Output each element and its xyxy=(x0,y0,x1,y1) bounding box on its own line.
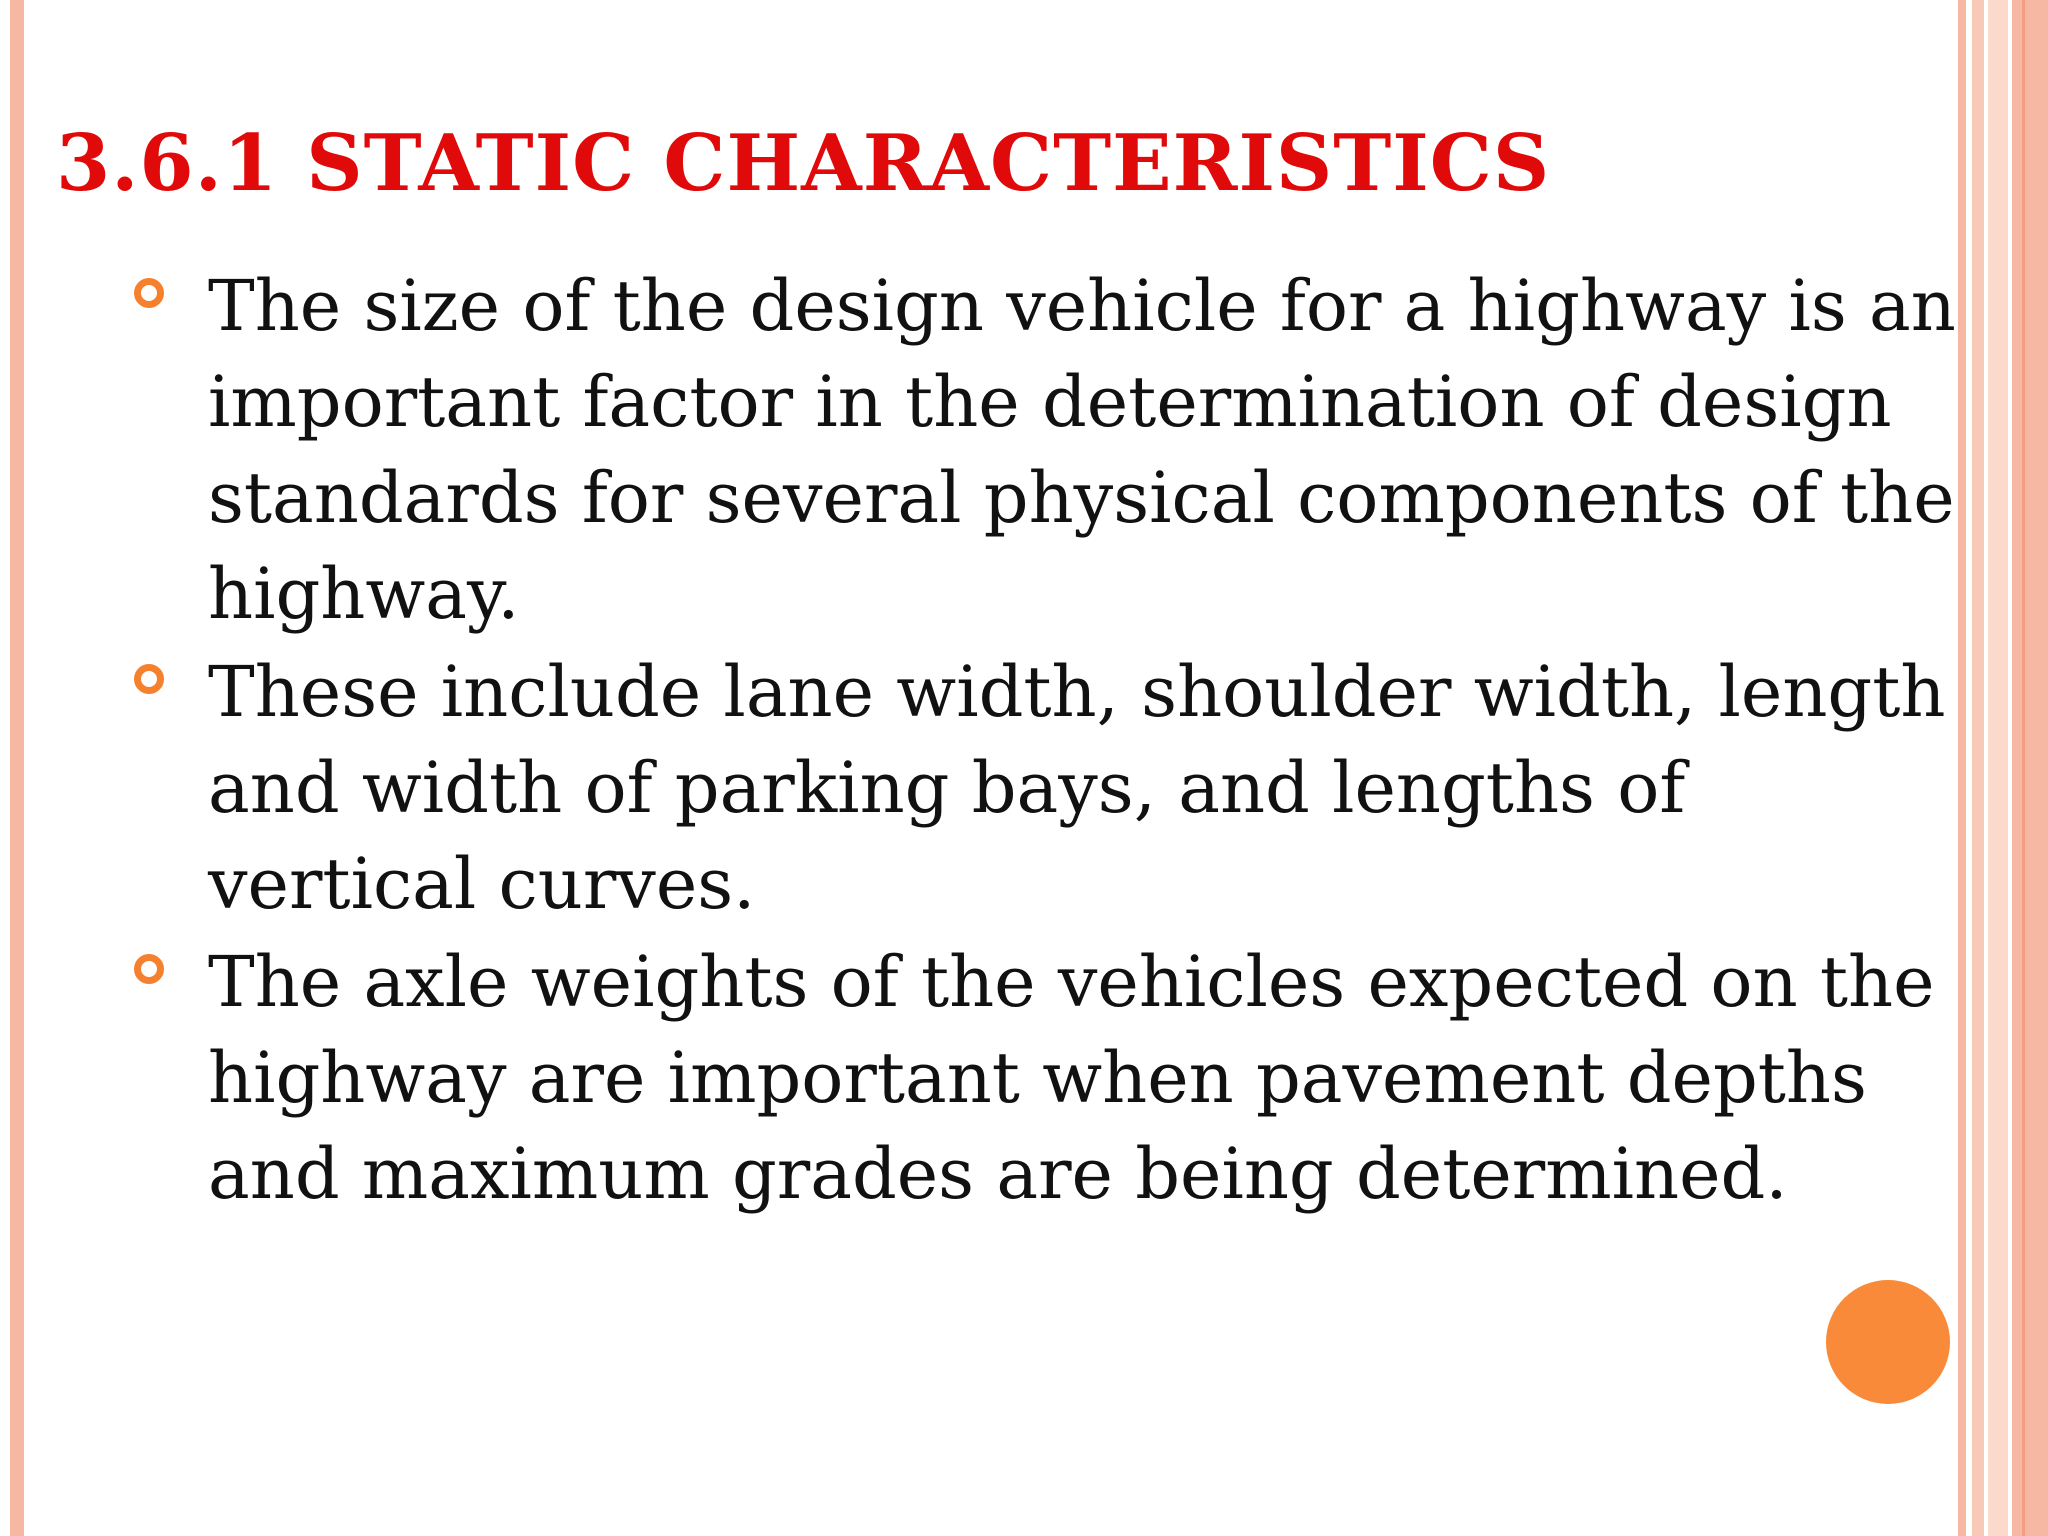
right-border-line xyxy=(2022,0,2025,1536)
bullet-item xyxy=(132,934,1935,1222)
hollow-circle-bullet-icon xyxy=(134,954,164,984)
hollow-circle-bullet-icon xyxy=(134,278,164,308)
right-border-stripe xyxy=(1988,0,2008,1536)
bullet-item xyxy=(132,258,1956,642)
bullet-item xyxy=(132,644,1946,932)
bullet-text: The size of the design vehicle for a highway is an important factor in the determination of design standards for several physical components of the highway. xyxy=(208,265,1956,635)
bullet-text: These include lane width, shoulder width, length and width of parking bays, and lengths of vertical curves. xyxy=(208,651,1946,925)
bullet-list xyxy=(132,258,1956,1224)
slide-title: 3.6.1 STATIC CHARACTERISTICS xyxy=(56,118,1551,209)
hollow-circle-bullet-icon xyxy=(134,664,164,694)
right-border-stripe xyxy=(2012,0,2048,1536)
left-border-stripe xyxy=(10,0,24,1536)
right-border-stripe xyxy=(1972,0,1984,1536)
corner-circle-decoration-icon xyxy=(1826,1280,1950,1404)
bullet-text: The axle weights of the vehicles expected on the highway are important when pavement depths and maximum grades are being determined. xyxy=(208,941,1935,1215)
